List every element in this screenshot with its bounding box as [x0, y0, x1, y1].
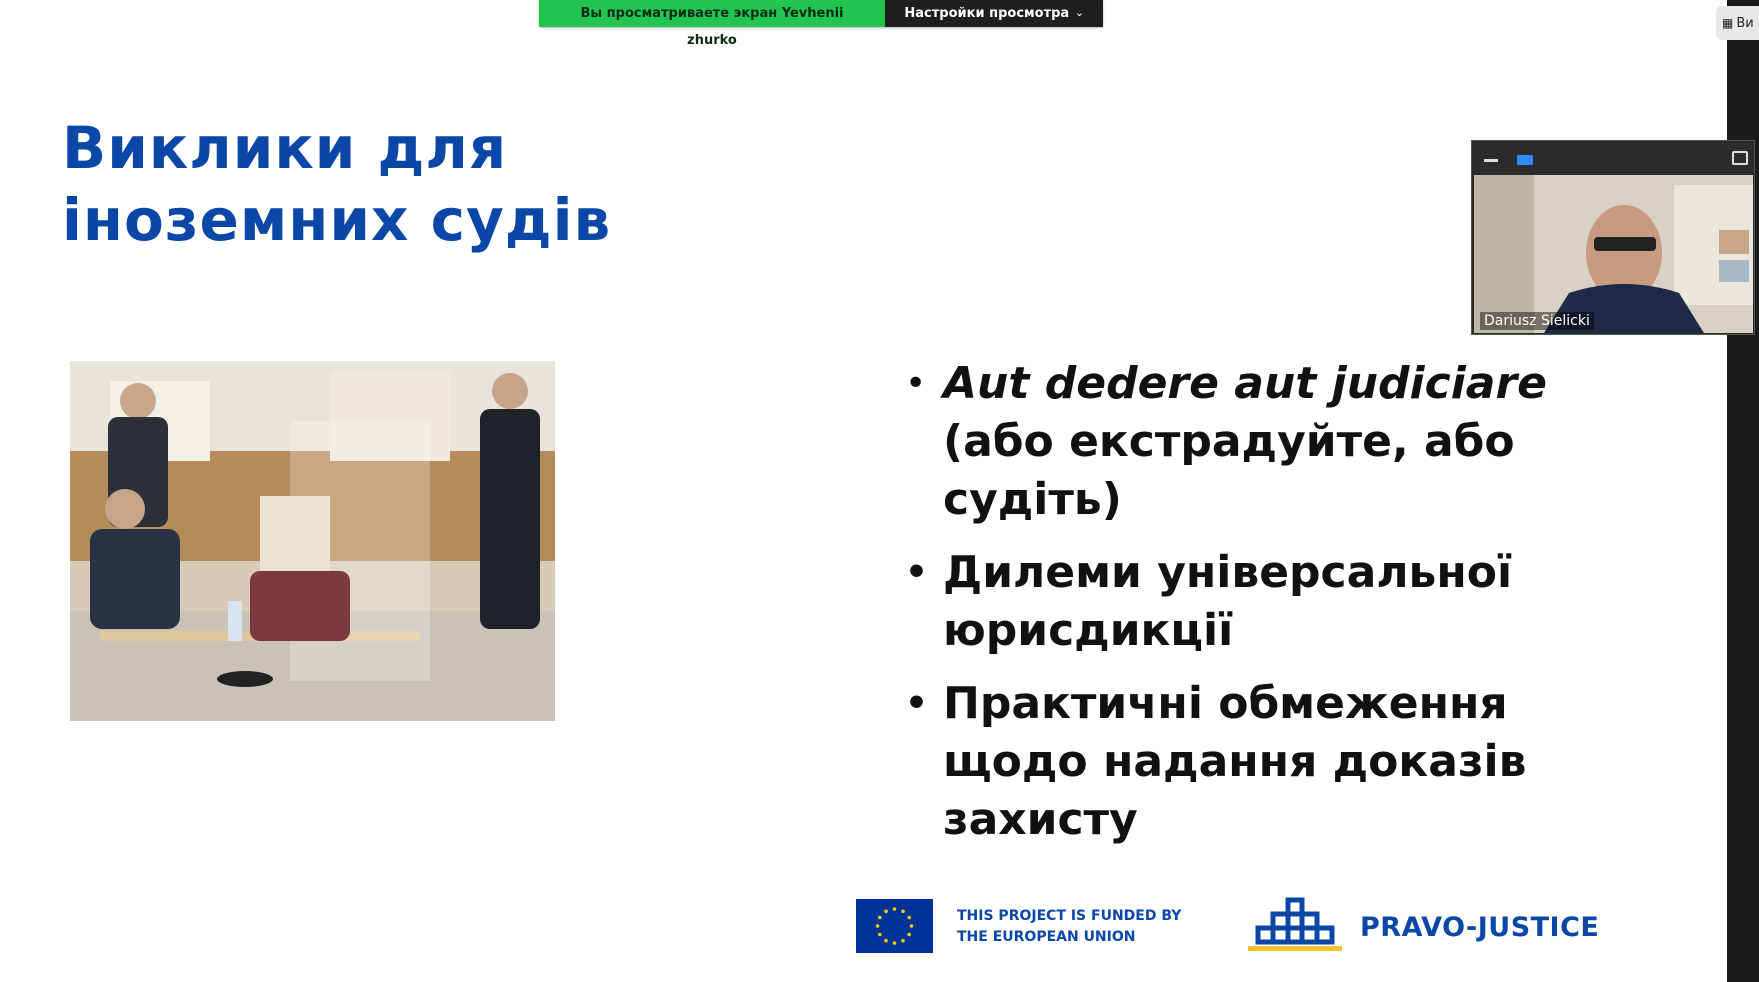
bullet-italic-phrase: Aut dedere aut judiciare — [943, 358, 1548, 409]
slide-title-line1: Виклики для — [62, 114, 508, 182]
bullet-list — [905, 355, 1665, 864]
bullet-item — [905, 355, 1665, 529]
bullet-text: (або екстрадуйте, або судіть) — [943, 416, 1515, 525]
eu-funding-line2: THE EUROPEAN UNION — [957, 929, 1136, 945]
eu-funding-line1: THIS PROJECT IS FUNDED BY — [957, 908, 1182, 924]
eu-flag-icon — [856, 899, 933, 953]
gallery-view-label: Ви — [1736, 15, 1754, 31]
view-options-button[interactable] — [885, 0, 1103, 27]
pravo-justice-label: PRAVO-JUSTICE — [1360, 912, 1600, 943]
chevron-down-icon: ⌄ — [1075, 8, 1084, 19]
courtroom-photo — [70, 361, 555, 721]
screen-share-banner — [539, 0, 1103, 48]
share-status-label: Вы просматриваете экран Yevhenii zhurko — [539, 0, 885, 27]
bullet-text: Практичні обмеження щодо надання доказів захисту — [943, 678, 1527, 845]
participant-video-tile[interactable] — [1471, 140, 1755, 335]
expand-icon[interactable] — [1732, 151, 1748, 165]
participant-video — [1474, 175, 1753, 333]
bullet-item — [905, 675, 1665, 849]
view-options-label: Настройки просмотра — [904, 6, 1070, 21]
participant-name: Dariusz Sielicki — [1480, 312, 1594, 330]
gallery-view-button[interactable] — [1716, 6, 1759, 40]
camera-icon[interactable] — [1517, 155, 1533, 165]
video-tile-toolbar — [1472, 141, 1754, 175]
minimize-icon[interactable] — [1484, 159, 1498, 162]
bullet-item — [905, 544, 1665, 660]
eu-funding-text — [957, 906, 1181, 948]
grid-icon: ▦ — [1722, 16, 1734, 30]
pravo-justice-logo-icon — [1248, 896, 1342, 952]
slide-title-line2: іноземних судів — [62, 186, 612, 254]
bullet-text: Дилеми універсальної юрисдикції — [943, 547, 1513, 656]
slide-title — [62, 112, 611, 256]
